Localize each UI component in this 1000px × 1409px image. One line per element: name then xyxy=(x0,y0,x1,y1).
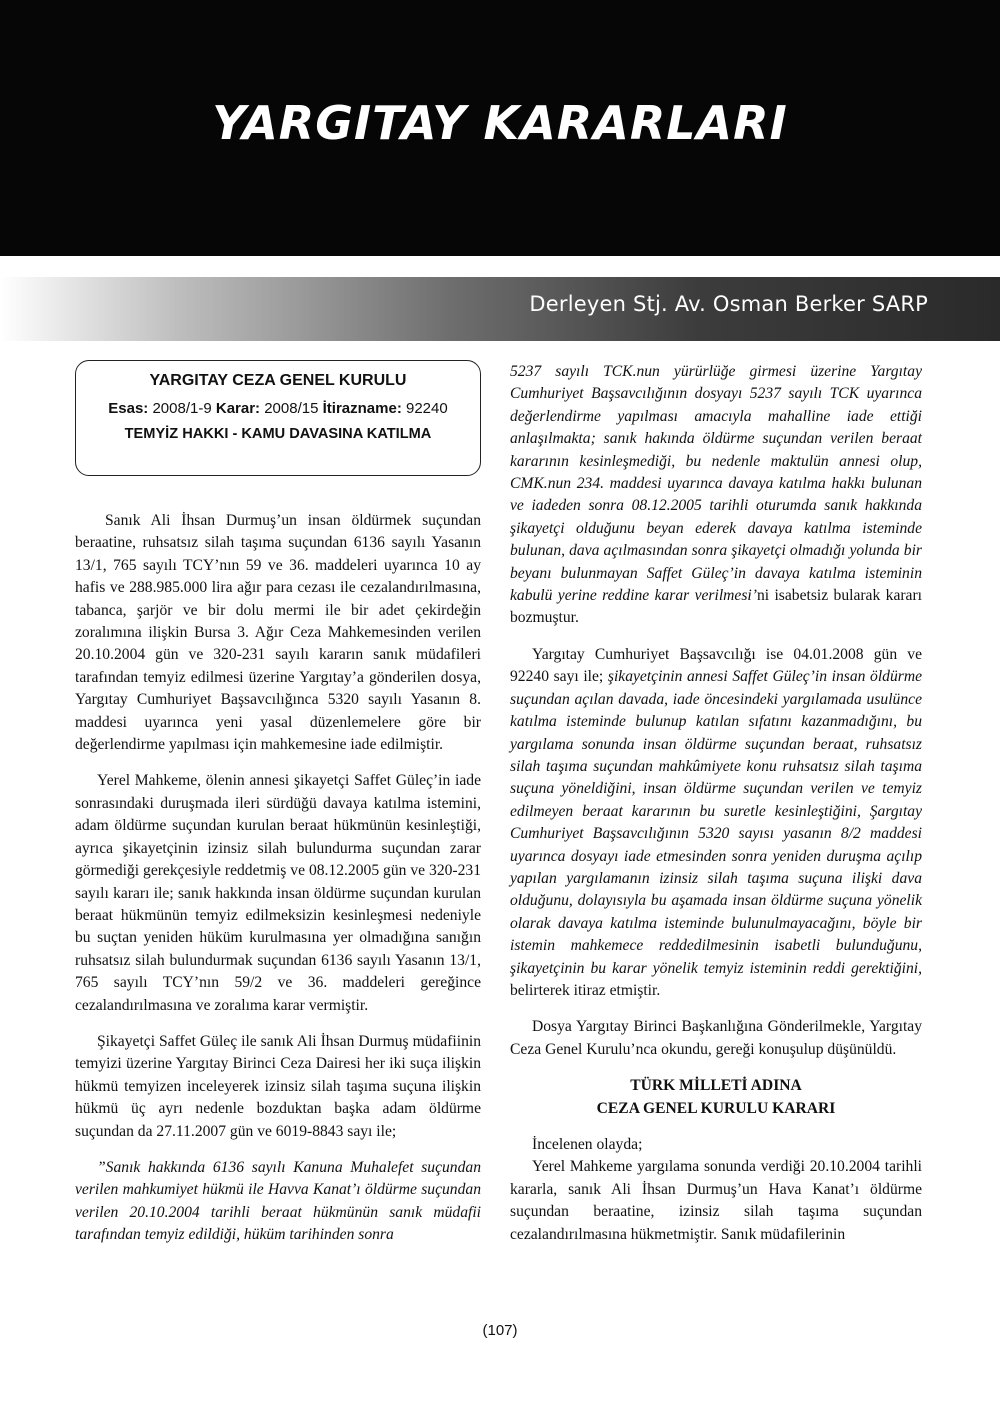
case-numbers xyxy=(76,400,480,417)
verdict-heading xyxy=(510,1075,922,1120)
paragraph: Şikayetçi Saffet Güleç ile sanık Ali İhsan Durmuş müdafiinin temyizi üzerine Yargıtay Birinci Ceza Dairesi her iki suça ilişkin hükmü temyizen inceleyerek izinsiz silah taşıma suçuna ilişkin hükmü üç ayrı nedenle bozduktan başka adam öldürme suçundan da 27.11.2007 gün ve 6019-8843 sayı ile; xyxy=(75,1032,481,1140)
karar-label: Karar: xyxy=(215,400,261,417)
verdict-line: TÜRK MİLLETİ ADINA xyxy=(630,1077,802,1095)
right-column xyxy=(510,361,922,1246)
quoted-text: şikayetçinin annesi Saffet Güleç’in insan öldürme suçundan açılan davada, iade öncesindeki yargılamada usulünce katılma isteminde bulunup katılan sıfatını kazanmadığını, bu yargılama sonunda insan öldürme suçundan beraat, ruhsatsız silah taşıma suçundan mahkûmiyete konu ruhsatsız silah taşıma suçuna yöneldiğini, insan öldürme suçundan verilen ve temyiz edilmeyen beraat kararının bu suretle kesinleştiğini, Şargıtay Cumhuriyet Başsavcılığının 5320 sayısı yasanın 8/2 maddesi uyarınca dosyayı iade etmesinden sonra yeniden duruşma açılıp yapılan yargılamanın izinsiz silah taşıma suçuna ilişki dava olduğunu, dolayısıyla bu aşamada insan öldürme suçuna yönelik olarak davaya katılma isteminde bulunulmayacağını, böyle bir istemin mahkemece reddedilmesinin isabetli bulunduğunu, şikayetçinin bu karar yönelik temyiz isteminin reddi gerektiğini, xyxy=(510,668,923,977)
esas-value: 2008/1-9 xyxy=(152,400,212,417)
paragraph-text: Yargıtay Cumhuriyet Başsavcılığı ise 04.01.2008 gün ve 92240 sayı ile; xyxy=(510,645,922,686)
karar-value: 2008/15 xyxy=(264,400,319,417)
itiraz-value: 92240 xyxy=(406,400,448,417)
esas-label: Esas: xyxy=(108,400,149,417)
paragraph-text: ni isabetsiz bularak kararı bozmuştur. xyxy=(510,587,923,627)
left-column xyxy=(75,510,481,1247)
quoted-text: 5237 sayılı TCK.nun yürürlüğe girmesi üzerine Yargıtay Cumhuriyet Başsavcılığının dosyayı 5237 sayılı TCK uyarınca değerlendirme yapılması amacıyla mahalline iade ettiği anlaşılmakta; sanık hakında öldürme suçundan verilen beraat kararının kesinleşmediği, bu nedenle maktulün annesi olup, CMK.nun 234. maddesi uyarınca davaya katılma hakkı bulunan ve iadeden sonra 08.12.2005 tarihli oturumda sanık hakkında şikayetçi olduğunu beyan ederek davaya katılma isteminde bulunan, dava açılmasından sonra şikayetçi olmadığı yolunda bir beyanı bulunmayan Saffet Güleç’in davaya katılma isteminin kabulü yerine reddine karar verilmesi’ xyxy=(510,363,922,605)
header-banner xyxy=(0,0,1000,256)
paragraph xyxy=(510,644,922,1003)
paragraph: İncelenen olayda; xyxy=(532,1136,643,1153)
compiler-credit: Derleyen Stj. Av. Osman Berker SARP xyxy=(529,292,928,316)
paragraph: Yerel Mahkeme yargılama sonunda verdiği 20.10.2004 tarihli kararla, sanık Ali İhsan Durmuş’un Hava Kanat’ı öldürme suçundan beraatine, izinsiz silah taşıma suçundan cezalandırılmasına hükmetmiştir. Sanık müdafilerinin xyxy=(510,1158,922,1243)
paragraph: Yerel Mahkeme, ölenin annesi şikayetçi Saffet Güleç’in iade sonrasındaki duruşmada ileri sürdüğü davaya katılma istemini, adam öldürme suçundan kurulan beraat hükmünün kesinleştiği, ayrıca şikayetçinin izinsiz silah bulundurma suçundan zarar görmediği gerekçesiyle reddetmiş ve 08.12.2005 gün ve 320-231 sayılı kararı ile; sanık hakkında insan öldürme suçundan kurulan beraat hükmünün temyiz edilmeksizin kesinleşmesi nedeniyle bu suçtan yeniden hüküm kurulmasına yer olmadığına sanığın ruhsatsız silah bulundurmak suçundan 6136 sayılı Yasanın 13/1, 765 sayılı TCY’nın 59/2 ve 36. maddeleri gereğince cezalandırılmasına ve zoralıma karar vermiştir. xyxy=(75,772,481,1014)
paragraph: Dosya Yargıtay Birinci Başkanlığına Gönderilmekle, Yargıtay Ceza Genel Kurulu’nca okundu, gereği konuşulup düşünüldü. xyxy=(510,1018,922,1058)
quoted-paragraph: ”Sanık hakkında 6136 sayılı Kanuna Muhalefet suçundan verilen mahkumiyet hükmü ile Havva Kanat’ı öldürme suçundan verilen 20.10.2004 tarihli beraat hükmünün sanık müdafii tarafından temyiz edildiği, hüküm tarihinden sonra xyxy=(75,1158,481,1244)
verdict-line: CEZA GENEL KURULU KARARI xyxy=(596,1099,836,1117)
section-title: YARGITAY KARARLARI xyxy=(212,96,788,150)
paragraph: Sanık Ali İhsan Durmuş’un insan öldürmek suçundan beraatine, ruhsatsız silah taşıma suçundan 6136 sayılı Yasanın 13/1, 765 sayılı TCY’nın 59 ve 36. maddeleri uyarınca 10 ay hafis ve 288.985.000 lira ağır para cezası ile cezalandırılmasına, tabanca, şarjör ve bir dolu mermi ile bir adet çekirdeğin zoralımına ilişkin Bursa 3. Ağır Ceza Mahkemesinden verilen 20.10.2004 gün ve 320-231 sayılı kararın sanık müdafileri tarafından temyiz edilmesi üzerine Yargıtay’a gönderilen dosya, Yargıtay Cumhuriyet Başsavcılığınca 5320 sayılı Yasanın 8. maddesi uyarınca yeni yasal düzenlemelere göre bir değerlendirme yapılması için mahkemesine iade edilmiştir. xyxy=(75,512,481,754)
page-number: (107) xyxy=(482,1322,518,1339)
court-name: YARGITAY CEZA GENEL KURULU xyxy=(149,372,407,389)
itiraz-label: İtirazname: xyxy=(322,400,402,417)
case-topic: TEMYİZ HAKKI - KAMU DAVASINA KATILMA xyxy=(124,426,432,442)
case-info-box xyxy=(75,360,481,476)
paragraph-text: belirterek itiraz etmiştir. xyxy=(510,981,661,999)
paragraph xyxy=(510,361,922,630)
